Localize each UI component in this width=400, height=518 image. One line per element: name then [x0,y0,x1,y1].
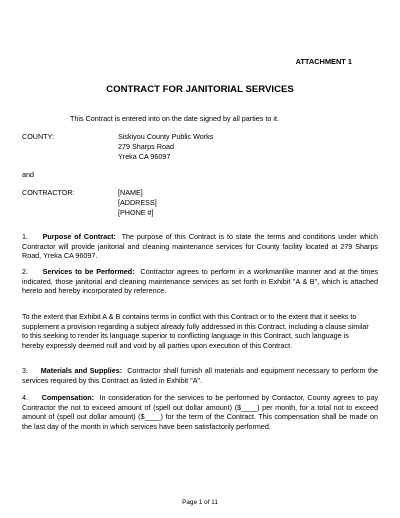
contractor-label: CONTRACTOR: [22,188,75,197]
county-line-2: 279 Sharps Road [118,142,174,151]
intro-text: This Contract is entered into on the date signed by all parties to it. [70,114,279,123]
section-text: To the extent that Exhibit A & B contains terms in conflict with this Contract or to the extent that it seeks to supplement a provision regarding a subject already fully addressed in this Contract, including a clause similar to this seeking to render its language superior to conflicting language in this Contract, such language is hereby expressly deemed null and void by all parties upon execution of this Contract. [22,312,369,350]
contractor-line-1: [NAME] [118,188,143,197]
attachment-label: ATTACHMENT 1 [295,57,352,66]
section-1 [22,232,378,261]
county-label: COUNTY: [22,132,54,141]
and-text: and [22,170,34,179]
contractor-line-2: [ADDRESS] [118,198,157,207]
section-2-continued [22,312,372,350]
section-number: 3. [22,366,28,375]
section-text: The purpose of this Contract is to state the terms and conditions under which Contractor will provide janitorial and cleaning maintenance services for County facility located at 279 Sharps Road, Yreka CA 96097. [22,232,378,261]
section-number: 2. [22,267,28,276]
section-3 [22,366,378,385]
section-heading: Compensation: [41,393,94,402]
section-2 [22,267,378,296]
section-text: In consideration for the services to be performed by Contactor, County agrees to pay Contractor the not to exceed amount of (spell out dollar amount) ($____) per month, for a total not to exceed amount of (spell out dollar amount) ($____) for the term of the Contract. This compensation shall be made on the last day of the month in which services have been satisfactorily performed. [22,393,378,431]
section-number: 4. [22,393,28,402]
document-title: CONTRACT FOR JANITORIAL SERVICES [106,84,294,95]
section-text: Contractor shall furnish all materials and equipment necessary to perform the services required by this Contract as listed in Exhibit "A". [22,366,378,385]
section-4 [22,393,378,431]
county-line-1: Siskiyou County Public Works [118,132,214,141]
section-text: Contractor agrees to perform in a workmanlike manner and at the times indicated, those janitorial and cleaning maintenance services as set forth in Exhibit "A & B", which is attached hereto and hereby incorporated by reference. [22,267,378,296]
section-heading: Materials and Supplies: [40,366,123,375]
county-line-3: Yreka CA 96097 [118,152,171,161]
contractor-line-3: [PHONE #] [118,208,154,217]
page-number: Page 1 of 11 [182,499,218,506]
section-number: 1. [22,232,28,241]
section-heading: Purpose of Contract: [42,232,116,241]
section-heading: Services to be Performed: [42,267,135,276]
